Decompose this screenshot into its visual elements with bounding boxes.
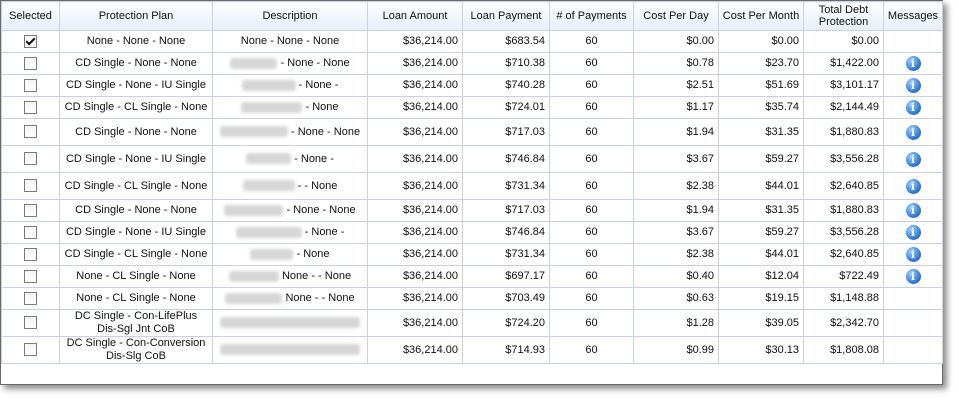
total-debt-protection-cell: $3,101.17 [804, 75, 884, 97]
num-payments-cell: 60 [550, 337, 634, 364]
description-cell [213, 244, 368, 266]
col-cost-per-month[interactable]: Cost Per Month [719, 2, 804, 31]
total-debt-protection-cell: $2,640.85 [804, 244, 884, 266]
protection-plan-cell: CD Single - CL Single - None [60, 97, 213, 119]
table-row[interactable] [2, 200, 943, 222]
col-selected[interactable]: Selected [2, 2, 60, 31]
loan-amount-cell: $36,214.00 [368, 173, 463, 200]
header-row [2, 2, 943, 31]
select-checkbox[interactable] [24, 316, 37, 329]
redacted-text [225, 293, 282, 304]
description-text: - None - [294, 152, 334, 165]
protection-plan-cell: CD Single - CL Single - None [60, 173, 213, 200]
redacted-text [220, 344, 360, 355]
info-icon[interactable]: i [906, 152, 921, 167]
loan-payment-cell: $740.28 [463, 75, 550, 97]
num-payments-cell: 60 [550, 310, 634, 337]
selected-cell [2, 75, 60, 97]
cost-per-day-cell: $0.78 [634, 53, 719, 75]
selected-cell [2, 119, 60, 146]
col-num-payments[interactable]: # of Payments [550, 2, 634, 31]
loan-amount-cell: $36,214.00 [368, 244, 463, 266]
description-cell [213, 200, 368, 222]
loan-amount-cell: $36,214.00 [368, 146, 463, 173]
num-payments-cell: 60 [550, 75, 634, 97]
description-cell [213, 222, 368, 244]
table-row[interactable] [2, 244, 943, 266]
total-debt-protection-cell: $1,808.08 [804, 337, 884, 364]
redacted-text [229, 271, 279, 282]
loan-amount-cell: $36,214.00 [368, 266, 463, 288]
description-cell [213, 119, 368, 146]
protection-plan-cell: CD Single - None - None [60, 200, 213, 222]
loan-amount-cell: $36,214.00 [368, 222, 463, 244]
messages-cell [884, 97, 943, 119]
col-messages[interactable]: Messages [884, 2, 943, 31]
selected-cell [2, 310, 60, 337]
description-text: - None - [298, 79, 339, 91]
col-description[interactable]: Description [213, 2, 368, 31]
cost-per-month-cell: $12.04 [719, 266, 804, 288]
cost-per-day-cell: $2.38 [634, 244, 719, 266]
loan-payment-cell: $724.20 [463, 310, 550, 337]
redacted-text [220, 126, 288, 137]
description-cell [213, 310, 368, 337]
info-icon[interactable]: i [906, 56, 921, 71]
select-checkbox[interactable] [24, 270, 37, 283]
description-text: None - - None [285, 292, 355, 304]
cost-per-day-cell: $2.51 [634, 75, 719, 97]
num-payments-cell: 60 [550, 266, 634, 288]
loan-amount-cell: $36,214.00 [368, 200, 463, 222]
loan-amount-cell: $36,214.00 [368, 119, 463, 146]
loan-payment-cell: $746.84 [463, 222, 550, 244]
select-checkbox[interactable] [24, 179, 37, 192]
loan-payment-cell: $746.84 [463, 146, 550, 173]
loan-payment-cell: $717.03 [463, 119, 550, 146]
info-icon[interactable]: i [906, 247, 921, 262]
table-row[interactable] [2, 97, 943, 119]
info-icon[interactable]: i [906, 269, 921, 284]
col-loan-payment[interactable]: Loan Payment [463, 2, 550, 31]
num-payments-cell: 60 [550, 146, 634, 173]
loan-payment-cell: $703.49 [463, 288, 550, 310]
selected-cell [2, 53, 60, 75]
cost-per-month-cell: $23.70 [719, 53, 804, 75]
description-cell [213, 97, 368, 119]
redacted-text [241, 102, 302, 113]
select-checkbox[interactable] [24, 35, 37, 48]
messages-cell [884, 266, 943, 288]
messages-cell [884, 337, 943, 364]
select-checkbox[interactable] [24, 57, 37, 70]
selected-cell [2, 146, 60, 173]
cost-per-month-cell: $19.15 [719, 288, 804, 310]
selected-cell [2, 31, 60, 53]
redacted-text [220, 317, 360, 328]
protection-plan-cell: DC Single - Con-LifePlus Dis-Sgl Jnt CoB [60, 310, 213, 337]
total-debt-protection-cell: $2,144.49 [804, 97, 884, 119]
table-row[interactable] [2, 337, 943, 364]
description-text: - None - None [280, 57, 350, 69]
selected-cell [2, 173, 60, 200]
description-cell [213, 173, 368, 200]
redacted-text [230, 58, 277, 69]
selected-cell [2, 97, 60, 119]
info-icon[interactable]: i [906, 225, 921, 240]
loan-amount-cell: $36,214.00 [368, 53, 463, 75]
loan-amount-cell: $36,214.00 [368, 31, 463, 53]
messages-cell [884, 31, 943, 53]
cost-per-month-cell: $44.01 [719, 173, 804, 200]
loan-amount-cell: $36,214.00 [368, 97, 463, 119]
col-total-debt-protection[interactable]: Total Debt Protection [804, 2, 884, 31]
loan-amount-cell: $36,214.00 [368, 310, 463, 337]
table-row[interactable] [2, 173, 943, 200]
cost-per-day-cell: $1.17 [634, 97, 719, 119]
select-checkbox[interactable] [24, 204, 37, 217]
description-text: - None [296, 248, 330, 260]
select-checkbox[interactable] [24, 125, 37, 138]
table-row[interactable] [2, 53, 943, 75]
total-debt-protection-cell: $1,880.83 [804, 119, 884, 146]
cost-per-month-cell: $0.00 [719, 31, 804, 53]
cost-per-day-cell: $3.67 [634, 146, 719, 173]
info-icon[interactable]: i [906, 125, 921, 140]
redacted-text [242, 80, 296, 91]
cost-per-month-cell: $59.27 [719, 222, 804, 244]
info-icon[interactable]: i [906, 203, 921, 218]
col-protection-plan[interactable]: Protection Plan [60, 2, 213, 31]
col-cost-per-day[interactable]: Cost Per Day [634, 2, 719, 31]
cost-per-day-cell: $0.40 [634, 266, 719, 288]
cost-per-month-cell: $30.13 [719, 337, 804, 364]
cost-per-day-cell: $0.00 [634, 31, 719, 53]
total-debt-protection-cell: $3,556.28 [804, 146, 884, 173]
description-cell [213, 266, 368, 288]
description-text: - None - [304, 226, 345, 238]
num-payments-cell: 60 [550, 53, 634, 75]
select-checkbox[interactable] [24, 226, 37, 239]
protection-plan-cell: CD Single - None - IU Single [60, 146, 213, 173]
select-checkbox[interactable] [24, 292, 37, 305]
table-row[interactable] [2, 266, 943, 288]
total-debt-protection-cell: $0.00 [804, 31, 884, 53]
num-payments-cell: 60 [550, 288, 634, 310]
num-payments-cell: 60 [550, 119, 634, 146]
table-row[interactable] [2, 75, 943, 97]
num-payments-cell: 60 [550, 31, 634, 53]
messages-cell [884, 244, 943, 266]
messages-cell [884, 222, 943, 244]
redacted-text [236, 227, 302, 238]
table-row[interactable] [2, 146, 943, 173]
protection-plan-cell: CD Single - None - IU Single [60, 222, 213, 244]
loan-payment-cell: $731.34 [463, 244, 550, 266]
messages-cell [884, 146, 943, 173]
loan-payment-cell: $710.38 [463, 53, 550, 75]
selected-cell [2, 337, 60, 364]
cost-per-day-cell: $3.67 [634, 222, 719, 244]
total-debt-protection-cell: $722.49 [804, 266, 884, 288]
table-row[interactable] [2, 119, 943, 146]
protection-plan-cell: CD Single - None - IU Single [60, 75, 213, 97]
cost-per-day-cell: $2.38 [634, 173, 719, 200]
protection-plan-cell: None - CL Single - None [60, 288, 213, 310]
messages-cell [884, 173, 943, 200]
messages-cell [884, 310, 943, 337]
num-payments-cell: 60 [550, 222, 634, 244]
loan-payment-cell: $717.03 [463, 200, 550, 222]
cost-per-month-cell: $31.35 [719, 119, 804, 146]
loan-payment-cell: $724.01 [463, 97, 550, 119]
select-checkbox[interactable] [24, 79, 37, 92]
description-cell [213, 337, 368, 364]
num-payments-cell: 60 [550, 200, 634, 222]
messages-cell [884, 119, 943, 146]
loan-payment-cell: $697.17 [463, 266, 550, 288]
cost-per-day-cell: $0.63 [634, 288, 719, 310]
total-debt-protection-cell: $1,148.88 [804, 288, 884, 310]
loan-amount-cell: $36,214.00 [368, 75, 463, 97]
select-checkbox[interactable] [24, 152, 37, 165]
info-icon[interactable]: i [906, 100, 921, 115]
selected-cell [2, 222, 60, 244]
description-text: - - None [297, 179, 338, 192]
cost-per-day-cell: $0.99 [634, 337, 719, 364]
loan-amount-cell: $36,214.00 [368, 337, 463, 364]
selected-cell [2, 266, 60, 288]
info-icon[interactable]: i [906, 179, 921, 194]
total-debt-protection-cell: $2,640.85 [804, 173, 884, 200]
messages-cell [884, 288, 943, 310]
total-debt-protection-cell: $1,422.00 [804, 53, 884, 75]
redacted-text [250, 249, 293, 260]
description-cell [213, 146, 368, 173]
redacted-text [224, 205, 283, 216]
select-checkbox[interactable] [24, 101, 37, 114]
description-text: - None [305, 101, 339, 113]
col-loan-amount[interactable]: Loan Amount [368, 2, 463, 31]
protection-plan-cell: CD Single - CL Single - None [60, 244, 213, 266]
redacted-text [246, 153, 291, 164]
total-debt-protection-cell: $2,342.70 [804, 310, 884, 337]
loan-payment-cell: $683.54 [463, 31, 550, 53]
messages-cell [884, 75, 943, 97]
description-cell [213, 53, 368, 75]
cost-per-day-cell: $1.28 [634, 310, 719, 337]
cost-per-month-cell: $51.69 [719, 75, 804, 97]
loan-payment-cell: $714.93 [463, 337, 550, 364]
description-cell [213, 288, 368, 310]
protection-plan-cell: DC Single - Con-Conversion Dis-Slg CoB [60, 337, 213, 364]
num-payments-cell: 60 [550, 173, 634, 200]
num-payments-cell: 60 [550, 244, 634, 266]
cost-per-day-cell: $1.94 [634, 119, 719, 146]
select-checkbox[interactable] [24, 248, 37, 261]
cost-per-day-cell: $1.94 [634, 200, 719, 222]
selected-cell [2, 200, 60, 222]
total-debt-protection-cell: $1,880.83 [804, 200, 884, 222]
protection-plan-cell: CD Single - None - None [60, 53, 213, 75]
description-text: None - None - None [240, 35, 340, 47]
total-debt-protection-cell: $3,556.28 [804, 222, 884, 244]
selected-cell [2, 288, 60, 310]
description-text: None - - None [281, 270, 352, 282]
table-row[interactable] [2, 288, 943, 310]
cost-per-month-cell: $39.05 [719, 310, 804, 337]
description-cell [213, 31, 368, 53]
info-icon[interactable]: i [906, 78, 921, 93]
table-row[interactable] [2, 31, 943, 53]
cost-per-month-cell: $35.74 [719, 97, 804, 119]
cost-per-month-cell: $59.27 [719, 146, 804, 173]
protection-plan-cell: None - CL Single - None [60, 266, 213, 288]
protection-plan-table [1, 1, 943, 364]
redacted-text [243, 180, 295, 191]
description-cell [213, 75, 368, 97]
select-checkbox[interactable] [24, 343, 37, 356]
loan-payment-cell: $731.34 [463, 173, 550, 200]
description-text: - None - None [286, 204, 356, 216]
messages-cell [884, 200, 943, 222]
protection-plan-cell: None - None - None [60, 31, 213, 53]
table-row[interactable] [2, 310, 943, 337]
table-row[interactable] [2, 222, 943, 244]
protection-plan-cell: CD Single - None - None [60, 119, 213, 146]
description-text: - None - None [290, 125, 361, 138]
cost-per-month-cell: $44.01 [719, 244, 804, 266]
loan-amount-cell: $36,214.00 [368, 288, 463, 310]
num-payments-cell: 60 [550, 97, 634, 119]
selected-cell [2, 244, 60, 266]
cost-per-month-cell: $31.35 [719, 200, 804, 222]
messages-cell [884, 53, 943, 75]
